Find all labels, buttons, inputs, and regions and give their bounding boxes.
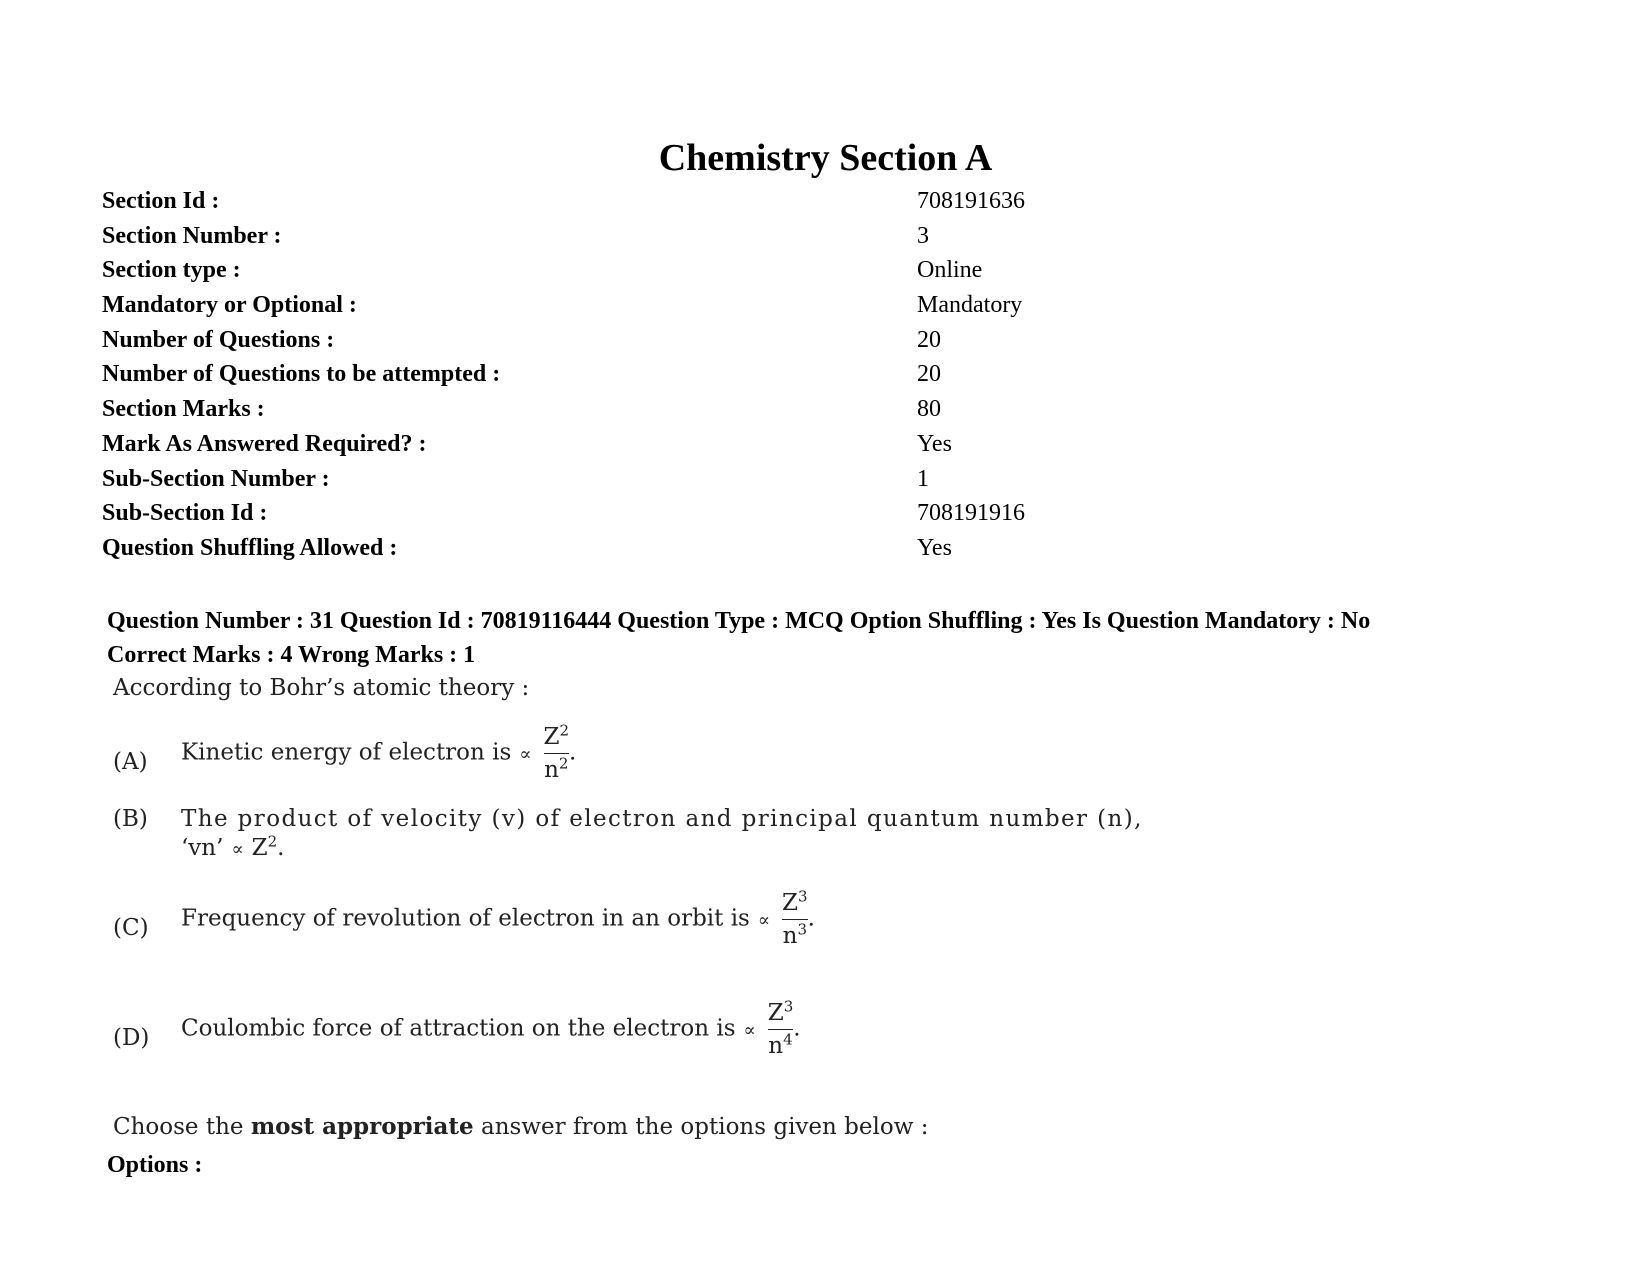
meta-value: 80 [917,396,941,423]
z-exponent: 2 [267,832,278,851]
meta-value: 708191916 [917,500,1025,527]
fraction-denominator [782,922,808,950]
meta-label: Sub-Section Id : [102,500,268,527]
choose-bold: most appropriate [250,1113,474,1140]
numerator-exponent: 3 [783,997,794,1016]
numerator-base: Z [543,724,560,750]
meta-row-mandatory [102,290,1302,325]
section-meta-table [102,186,1302,568]
proportional-symbol: ∝ [743,1019,756,1041]
meta-value: 3 [917,222,929,249]
meta-label: Section Id : [102,188,220,214]
fraction-denominator [768,1032,794,1060]
z-base: Z [251,835,268,861]
choose-instruction [113,1113,928,1140]
denominator-base: n [544,757,559,783]
proportional-symbol: ∝ [519,743,532,765]
fraction [782,889,808,950]
meta-value: Yes [917,430,952,457]
meta-value: Yes [917,534,952,561]
denominator-exponent: 4 [783,1030,793,1049]
question-header-line1: Question Number : 31 Question Id : 70819116444 Question Type : MCQ Option Shuffling : Yes Is Question Mandatory : No [107,608,1371,634]
statement-vn: ‘vn’ [181,835,224,861]
meta-value: 708191636 [917,188,1025,214]
meta-label: Section Number : [102,222,282,249]
question-intro: According to Bohr’s atomic theory : [113,675,530,701]
meta-row-num-questions [102,325,1302,360]
meta-label: Mark As Answered Required? : [102,430,427,457]
meta-row-num-attempted [102,359,1302,394]
section-title: Chemistry Section A [658,137,993,179]
proportional-symbol: ∝ [757,909,771,931]
numerator-base: Z [767,1000,784,1026]
statement-text: Coulombic force of attraction on the electron is [181,1015,736,1042]
meta-value: Mandatory [917,292,1023,319]
denominator-base: n [768,1033,784,1059]
fraction-numerator [782,889,808,917]
statement-letter: (C) [113,915,149,941]
meta-label: Sub-Section Number : [102,465,330,492]
statement-letter: (A) [113,749,148,775]
meta-row-mark-answered [102,429,1302,464]
meta-label: Question Shuffling Allowed : [102,534,398,561]
statement-text: Frequency of revolution of electron in an orbit is [181,905,750,932]
statement-text-line2: ‘vn’ ∝ $Z^2$. [181,832,285,861]
meta-row-section-type [102,255,1302,290]
meta-row-section-number [102,221,1302,256]
statement-text: Kinetic energy of electron is [181,739,512,766]
question-header [107,604,1607,672]
options-label: Options : [107,1152,203,1178]
meta-row-section-id [102,186,1302,221]
meta-value: 1 [917,465,929,492]
choose-pre: Choose the [113,1114,244,1140]
fraction-numerator [768,999,794,1027]
proportional-symbol: ∝ [231,839,244,860]
statement-text-line1: The product of velocity (v) of electron and principal quantum number (n), [181,806,1143,832]
choose-post: answer from the options given below : [481,1114,929,1140]
meta-value: Online [917,257,983,284]
denominator-exponent: 3 [797,920,807,939]
meta-row-shuffling [102,533,1302,568]
meta-row-section-marks [102,394,1302,429]
meta-label: Section Marks : [102,396,265,423]
fraction-denominator [544,756,570,784]
meta-value: 20 [917,361,941,388]
meta-label: Number of Questions : [102,326,335,353]
denominator-exponent: 2 [558,754,569,773]
meta-value: 20 [917,326,941,353]
statement-content: Coulombic force of attraction on the electron is ∝ $\frac{Z^3}{n^4}$ . [181,997,801,1059]
meta-row-subsection-id [102,498,1302,533]
statement-content: Frequency of revolution of electron in an orbit is ∝ $\frac{Z^3}{n^3}$ . [181,887,815,949]
fraction [768,999,794,1060]
statement-letter: (D) [113,1025,150,1051]
meta-label: Section type : [102,257,241,284]
numerator-base: Z [782,890,799,916]
numerator-exponent: 3 [798,887,808,906]
numerator-exponent: 2 [559,721,570,740]
fraction-numerator [544,723,570,751]
meta-row-subsection-number [102,464,1302,499]
fraction [544,723,570,784]
denominator-base: n [782,923,798,949]
statement-letter: (B) [113,806,148,832]
question-header-line2: Correct Marks : 4 Wrong Marks : 1 [107,642,476,668]
statement-content: Kinetic energy of electron is ∝ $\frac{Z^2}{n^2}$ . [181,721,577,783]
meta-label: Number of Questions to be attempted : [102,361,501,388]
meta-label: Mandatory or Optional : [102,292,357,319]
